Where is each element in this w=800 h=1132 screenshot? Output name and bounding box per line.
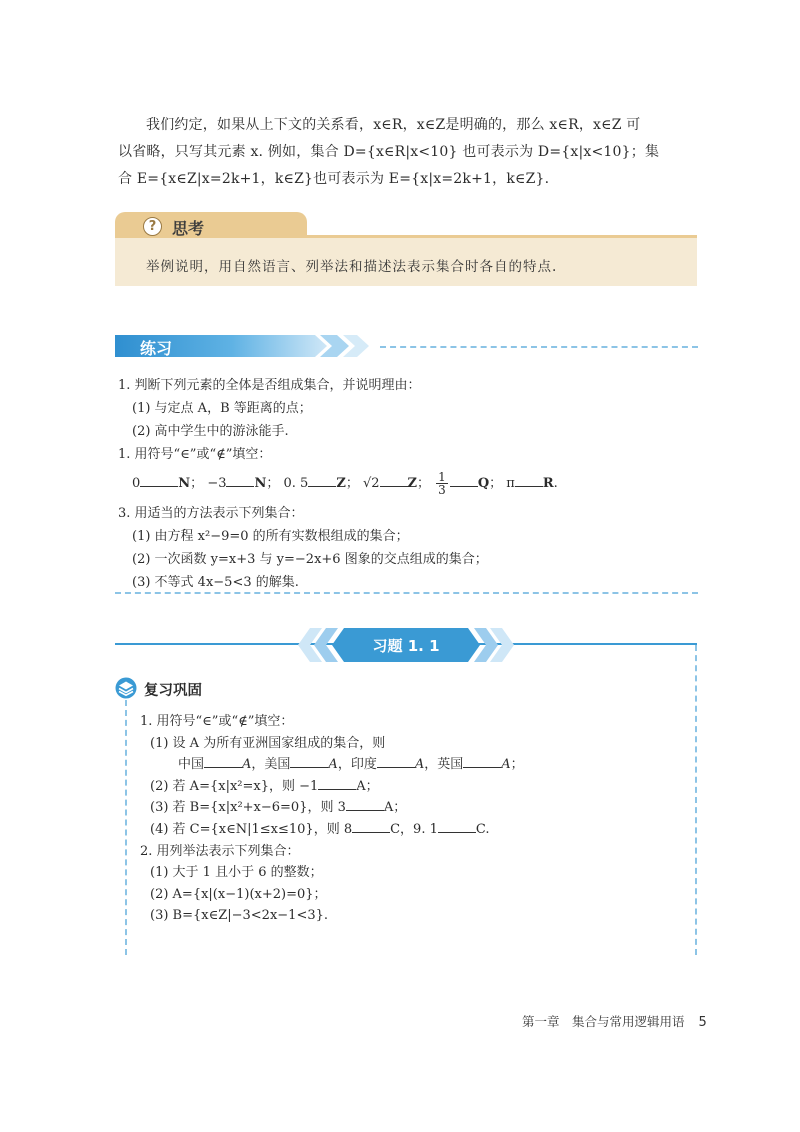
set-q: Q <box>477 476 490 491</box>
exercise-q1: 1. 用符号“∈”或“∉”填空： <box>140 714 294 729</box>
exercise-q1-2: (2) 若 A={x|x²=x}，则 −1 A； <box>150 778 379 794</box>
question-icon: ? <box>143 217 162 236</box>
set-z: Z <box>336 476 346 491</box>
set-r: R <box>542 476 554 491</box>
intro-line-1: 我们约定，如果从上下文的关系看，x∈R，x∈Z是明确的，那么 x∈R，x∈Z 可 <box>146 117 641 133</box>
practice-q3-2: (2) 一次函数 y=x+3 与 y=−2x+6 图象的交点组成的集合； <box>132 552 488 567</box>
exercise-q2-1: (1) 大于 1 且小于 6 的整数； <box>150 865 323 881</box>
practice-dash-top <box>380 346 698 348</box>
blank[interactable] <box>308 475 336 487</box>
page-number: 5 <box>698 1015 707 1030</box>
set-z: Z <box>407 476 418 491</box>
intro-line-3: 合 E={x∈Z|x=2k+1，k∈Z}也可表示为 E={x|x=2k+1，k∈Z}. <box>118 171 550 187</box>
blank[interactable] <box>450 475 478 487</box>
elem-pi: π <box>506 476 515 491</box>
layers-icon <box>115 677 137 699</box>
exercises-title: 习题 1. 1 <box>372 637 440 655</box>
blank[interactable] <box>226 475 254 487</box>
exercises-left-dash <box>125 700 127 955</box>
practice-q1-2: (2) 高中学生中的游泳能手. <box>132 424 289 439</box>
exercise-q1-1: (1) 设 A 为所有亚洲国家组成的集合，则 <box>150 735 386 751</box>
blank[interactable] <box>463 756 501 768</box>
elem-sqrt2: √2 <box>362 476 380 491</box>
practice-list <box>118 374 703 594</box>
blank[interactable] <box>515 475 543 487</box>
practice-dash-bottom <box>115 592 698 594</box>
fraction-one-third: $\frac{1}{3}$ <box>438 470 446 497</box>
practice-q2: 1. 用符号“∈”或“∉”填空： <box>118 447 272 462</box>
practice-q3-3: (3) 不等式 4x−5<3 的解集. <box>132 575 299 590</box>
blank[interactable] <box>352 821 390 833</box>
elem-half: 0. 5 <box>283 476 309 491</box>
blank[interactable] <box>377 756 415 768</box>
set-n: N <box>254 476 267 491</box>
exercise-q2-2: (2) A={x|(x−1)(x+2)=0}； <box>150 886 327 902</box>
elem-neg3: −3 <box>207 476 227 491</box>
set-n: N <box>178 476 191 491</box>
exercise-q1-3: (3) 若 B={x|x²+x−6=0}，则 3 A； <box>150 800 407 816</box>
practice-q2-blanks: 0 N； −3 N； 0. 5 Z； √2 Z； $\frac{1}{3}$ Q； π R. <box>132 470 558 497</box>
exercise-q1-1-blanks: 中国 A，美国 A，印度 A，英国 A； <box>178 757 524 773</box>
blank[interactable] <box>346 799 384 811</box>
page-footer <box>522 1012 707 1030</box>
elem-zero: 0 <box>132 476 141 491</box>
practice-title: 练习 <box>140 339 173 358</box>
exercise-q2: 2. 用列举法表示下列集合： <box>140 843 300 859</box>
exercise-q2-3: (3) B={x∈Z|−3<2x−1<3}. <box>150 908 329 924</box>
practice-q1: 1. 判断下列元素的全体是否组成集合，并说明理由： <box>118 378 421 393</box>
think-text: 举例说明，用自然语言、列举法和描述法表示集合时各自的特点. <box>146 259 558 275</box>
review-section-title: 复习巩固 <box>144 683 202 699</box>
practice-q3-1: (1) 由方程 x²−9=0 的所有实数根组成的集合； <box>132 529 409 544</box>
exercises-list <box>140 711 700 927</box>
exercise-q1-4: (4) 若 C={x∈N|1≤x≤10}，则 8 C，9. 1 C. <box>150 821 490 837</box>
chapter-title: 第一章 集合与常用逻辑用语 <box>522 1014 685 1029</box>
think-title: 思考 <box>172 219 205 238</box>
intro-paragraph <box>118 112 703 193</box>
blank[interactable] <box>318 778 356 790</box>
blank[interactable] <box>438 821 476 833</box>
practice-q3: 3. 用适当的方法表示下列集合： <box>118 506 304 521</box>
blank[interactable] <box>140 475 178 487</box>
blank[interactable] <box>204 756 242 768</box>
intro-line-2: 以省略，只写其元素 x. 例如，集合 D={x∈R|x<10} 也可表示为 D={x|x<10}；集 <box>118 144 660 160</box>
blank[interactable] <box>290 756 328 768</box>
practice-q1-1: (1) 与定点 A，B 等距离的点； <box>132 401 312 416</box>
blank[interactable] <box>380 475 408 487</box>
